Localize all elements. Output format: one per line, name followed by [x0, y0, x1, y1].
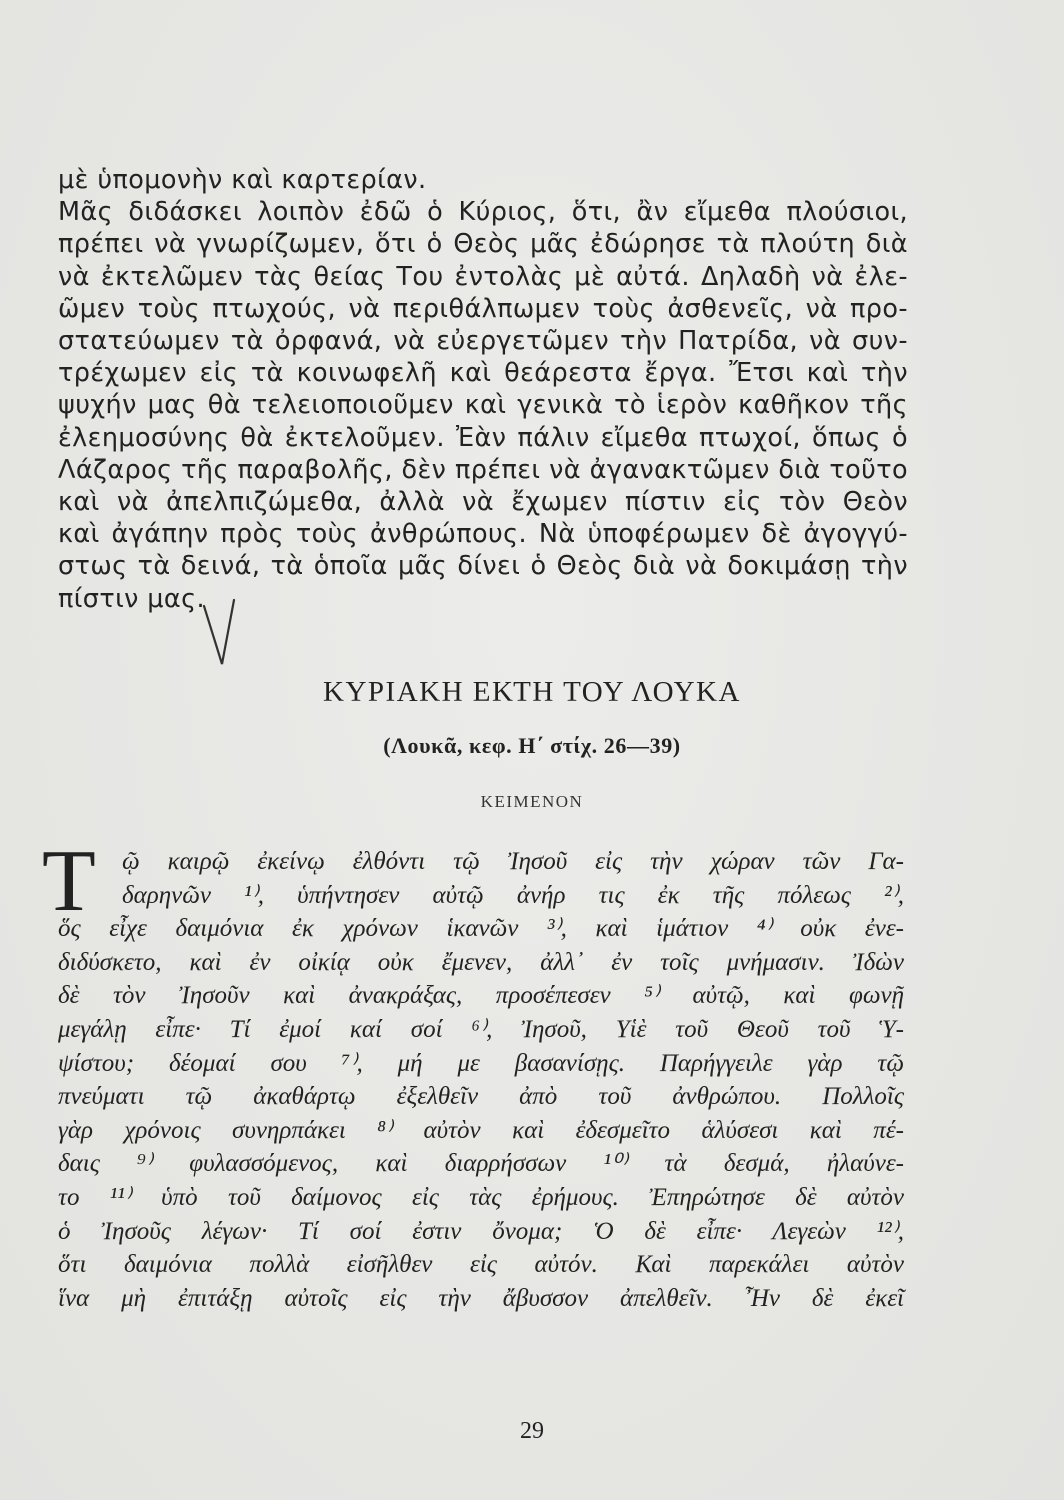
drop-cap: Τ — [42, 833, 96, 930]
text-line: δαις ⁹⁾ φυλασσόμενος, καὶ διαρρήσσων ¹⁰⁾ τὰ δεσμά, ἠλαύνε- — [58, 1150, 904, 1178]
text-line: δὲ τὸν Ἰησοῦν καὶ ἀνακράξας, προσέπεσεν ⁵⁾ αὐτῷ, καὶ φωνῇ — [58, 982, 904, 1010]
text-line: ὅτι δαιμόνια πολλὰ εἰσῆλθεν εἰς αὐτόν. Καὶ παρεκάλει αὐτὸν — [58, 1251, 904, 1279]
text-line: Μᾶς διδάσκει λοιπὸν ἐδῶ ὁ Κύριος, ὅτι, ἂν εἴμεθα πλούσιοι, — [58, 197, 908, 228]
text-line: δαρηνῶν ¹⁾, ὑπήντησεν αὐτῷ ἀνήρ τις ἐκ τῆς πόλεως ²⁾, — [122, 881, 904, 909]
text-line: ἐλεημοσύνης θὰ ἐκτελοῦμεν. Ἐὰν πάλιν εἴμεθα πτωχοί, ὅπως ὁ — [58, 422, 908, 453]
text-line: ψίστου; δέομαί σου ⁷⁾, μή με βασανίσῃς. Παρήγγειλε γὰρ τῷ — [58, 1049, 904, 1077]
text-line: ἵνα μὴ ἐπιτάξῃ αὐτοῖς εἰς τὴν ἄβυσσον ἀπελθεῖν. Ἦν δὲ ἐκεῖ — [58, 1284, 904, 1312]
text-line: τρέχωμεν εἰς τὰ κοινωφελῆ καὶ θεάρεστα ἔργα. Ἔτσι καὶ τὴν — [58, 358, 908, 389]
text-line: Λάζαρος τῆς παραβολῆς, δὲν πρέπει νὰ ἀγανακτῶμεν διὰ τοῦτο — [58, 454, 908, 485]
text-line: γὰρ χρόνοις συνηρπάκει ⁸⁾ αὐτὸν καὶ ἐδεσμεῖτο ἁλύσεσι καὶ πέ- — [58, 1116, 904, 1144]
text-line: μεγάλῃ εἶπε· Τί ἐμοί καί σοί ⁶⁾, Ἰησοῦ, Υἱὲ τοῦ Θεοῦ τοῦ Ὑ- — [58, 1015, 904, 1043]
section-label: ΚΕΙΜΕΝΟΝ — [480, 792, 584, 811]
text-line: ῷ καιρῷ ἐκείνῳ ἐλθόντι τῷ Ἰησοῦ εἰς τὴν χώραν τῶν Γα- — [122, 848, 904, 875]
handwritten-check-mark — [200, 598, 240, 670]
text-line: ῶμεν τοὺς πτωχούς, νὰ περιθάλπωμεν τοὺς ἀσθενεῖς, νὰ προ- — [58, 293, 908, 324]
scripture-reference: (Λουκᾶ, κεφ. Η΄ στίχ. 26—39) — [383, 733, 681, 758]
text-line: ὁ Ἰησοῦς λέγων· Τί σοί ἐστιν ὄνομα; Ὁ δὲ εἶπε· Λεγεὼν ¹²⁾, — [58, 1217, 904, 1245]
page-number: 29 — [520, 1418, 544, 1444]
text-line: νὰ ἐκτελῶμεν τὰς θείας Του ἐντολὰς μὲ αὐτά. Δηλαδὴ νὰ ἐλε- — [58, 261, 908, 292]
sermon-text — [58, 164, 908, 615]
text-line: πνεύματι τῷ ἀκαθάρτῳ ἐξελθεῖν ἀπὸ τοῦ ἀνθρώπου. Πολλοῖς — [58, 1083, 904, 1111]
text-line: στατεύωμεν τὰ ὀρφανά, νὰ εὐεργετῶμεν τὴν Πατρίδα, νὰ συν- — [58, 326, 908, 357]
text-line: μὲ ὑπομονὴν καὶ καρτερίαν. — [58, 165, 427, 195]
text-line: ψυχήν μας θὰ τελειοποιοῦμεν καὶ γενικὰ τὸ ἱερὸν καθῆκον τῆς — [58, 390, 908, 421]
text-line: πρέπει νὰ γνωρίζωμεν, ὅτι ὁ Θεὸς μᾶς ἐδώρησε τὰ πλούτη διὰ — [58, 229, 908, 260]
text-line: καὶ νὰ ἀπελπιζώμεθα, ἀλλὰ νὰ ἔχωμεν πίστιν εἰς τὸν Θεὸν — [58, 487, 908, 518]
chapter-heading: ΚΥΡΙΑΚΗ ΕΚΤΗ ΤΟΥ ΛΟΥΚΑ — [323, 676, 741, 708]
text-line: διδύσκετο, καὶ ἐν οἰκίᾳ οὐκ ἔμενεν, ἀλλ᾽ ἐν τοῖς μνήμασιν. Ἰδὼν — [58, 948, 904, 976]
text-line: πίστιν μας. — [58, 583, 205, 614]
scripture-text — [58, 845, 904, 1315]
text-line: το ¹¹⁾ ὑπὸ τοῦ δαίμονος εἰς τὰς ἐρήμους. Ἐπηρώτησε δὲ αὐτὸν — [58, 1183, 904, 1211]
text-line: στως τὰ δεινά, τὰ ὁποῖα μᾶς δίνει ὁ Θεὸς διὰ νὰ δοκιμάσῃ τὴν — [58, 551, 908, 582]
text-line: καὶ ἀγάπην πρὸς τοὺς ἀνθρώπους. Νὰ ὑποφέρωμεν δὲ ἀγογγύ- — [58, 519, 908, 550]
text-line: ὅς εἶχε δαιμόνια ἐκ χρόνων ἱκανῶν ³⁾, καὶ ἱμάτιον ⁴⁾ οὐκ ἐνε- — [58, 915, 904, 943]
